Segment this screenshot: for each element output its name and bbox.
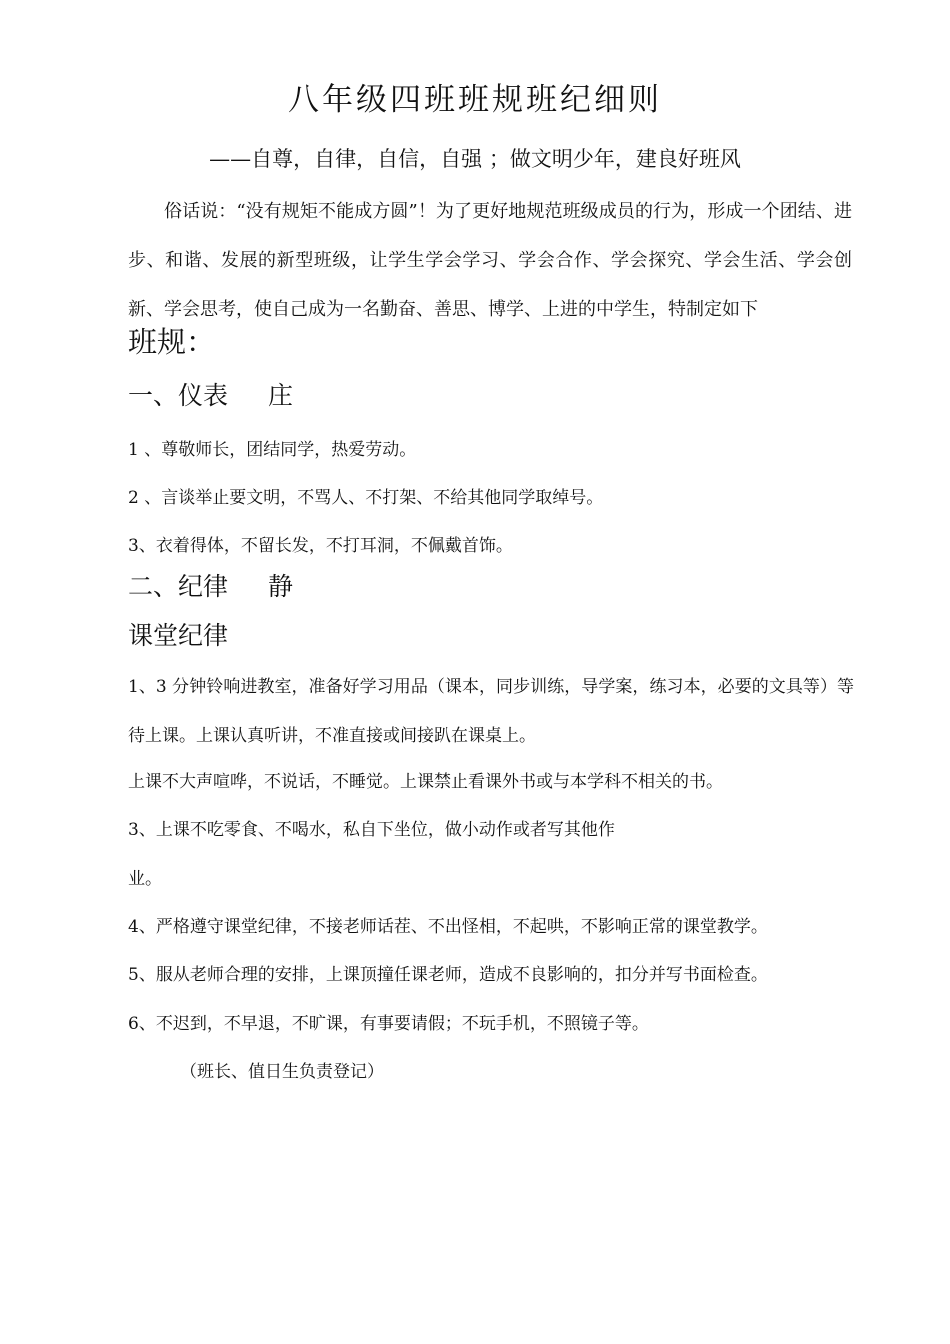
section-2-heading-suffix: 静 bbox=[268, 572, 294, 601]
section-1-item-3: 3、衣着得体，不留长发，不打耳洞，不佩戴首饰。 bbox=[128, 536, 513, 556]
section-2-item-4: 4、严格遵守课堂纪律，不接老师话茬、不出怪相，不起哄，不影响正常的课堂教学。 bbox=[128, 917, 768, 937]
section-2-item-1: 1、3 分钟铃响进教室，准备好学习用品（课本，同步训练，导学案，练习本，必要的文具等）等待上课。上课认真听讲，不准直接或间接趴在课桌上。 bbox=[128, 677, 854, 746]
section-2-heading bbox=[128, 569, 293, 605]
section-2-item-2: 上课不大声喧哗，不说话，不睡觉。上课禁止看课外书或与本学科不相关的书。 bbox=[128, 772, 723, 792]
section-1-heading-text: 一、仪表 bbox=[128, 381, 229, 410]
document-title: 八年级四班班规班纪细则 bbox=[288, 82, 662, 118]
section-2-subheading: 课堂纪律 bbox=[128, 621, 229, 650]
section-2-item-3-continued: 业。 bbox=[128, 869, 162, 889]
section-2-note: （班长、值日生负责登记） bbox=[180, 1062, 384, 1082]
section-2-item-5: 5、服从老师合理的安排，上课顶撞任课老师，造成不良影响的，扣分并写书面检查。 bbox=[128, 965, 768, 985]
section-2-heading-text: 二、纪律 bbox=[128, 572, 229, 601]
section-1-item-2: 2 、言谈举止要文明，不骂人、不打架、不给其他同学取绰号。 bbox=[128, 488, 604, 508]
section-1-heading bbox=[128, 378, 293, 414]
section-1-heading-suffix: 庄 bbox=[268, 381, 294, 410]
section-2-item-3: 3、上课不吃零食、不喝水，私自下坐位，做小动作或者写其他作 bbox=[128, 820, 615, 840]
section-2-item-6: 6、不迟到，不早退，不旷课，有事要请假；不玩手机，不照镜子等。 bbox=[128, 1014, 649, 1034]
intro-tail-text: 班规： bbox=[128, 325, 216, 359]
section-1-item-1: 1 、尊敬师长，团结同学，热爱劳动。 bbox=[128, 440, 417, 460]
intro-paragraph: 俗话说：“没有规矩不能成方圆”！为了更好地规范班级成员的行为，形成一个团结、进步、和谐、发展的新型班级，让学生学会学习、学会合作、学会探究、学会生活、学会创新、学会思考，使自己成为一名勤奋、善思、博学、上进的中学生，特制定如下 bbox=[128, 201, 852, 320]
document-subtitle: ——自尊，自律，自信，自强 ；做文明少年，建良好班风 bbox=[209, 147, 741, 171]
